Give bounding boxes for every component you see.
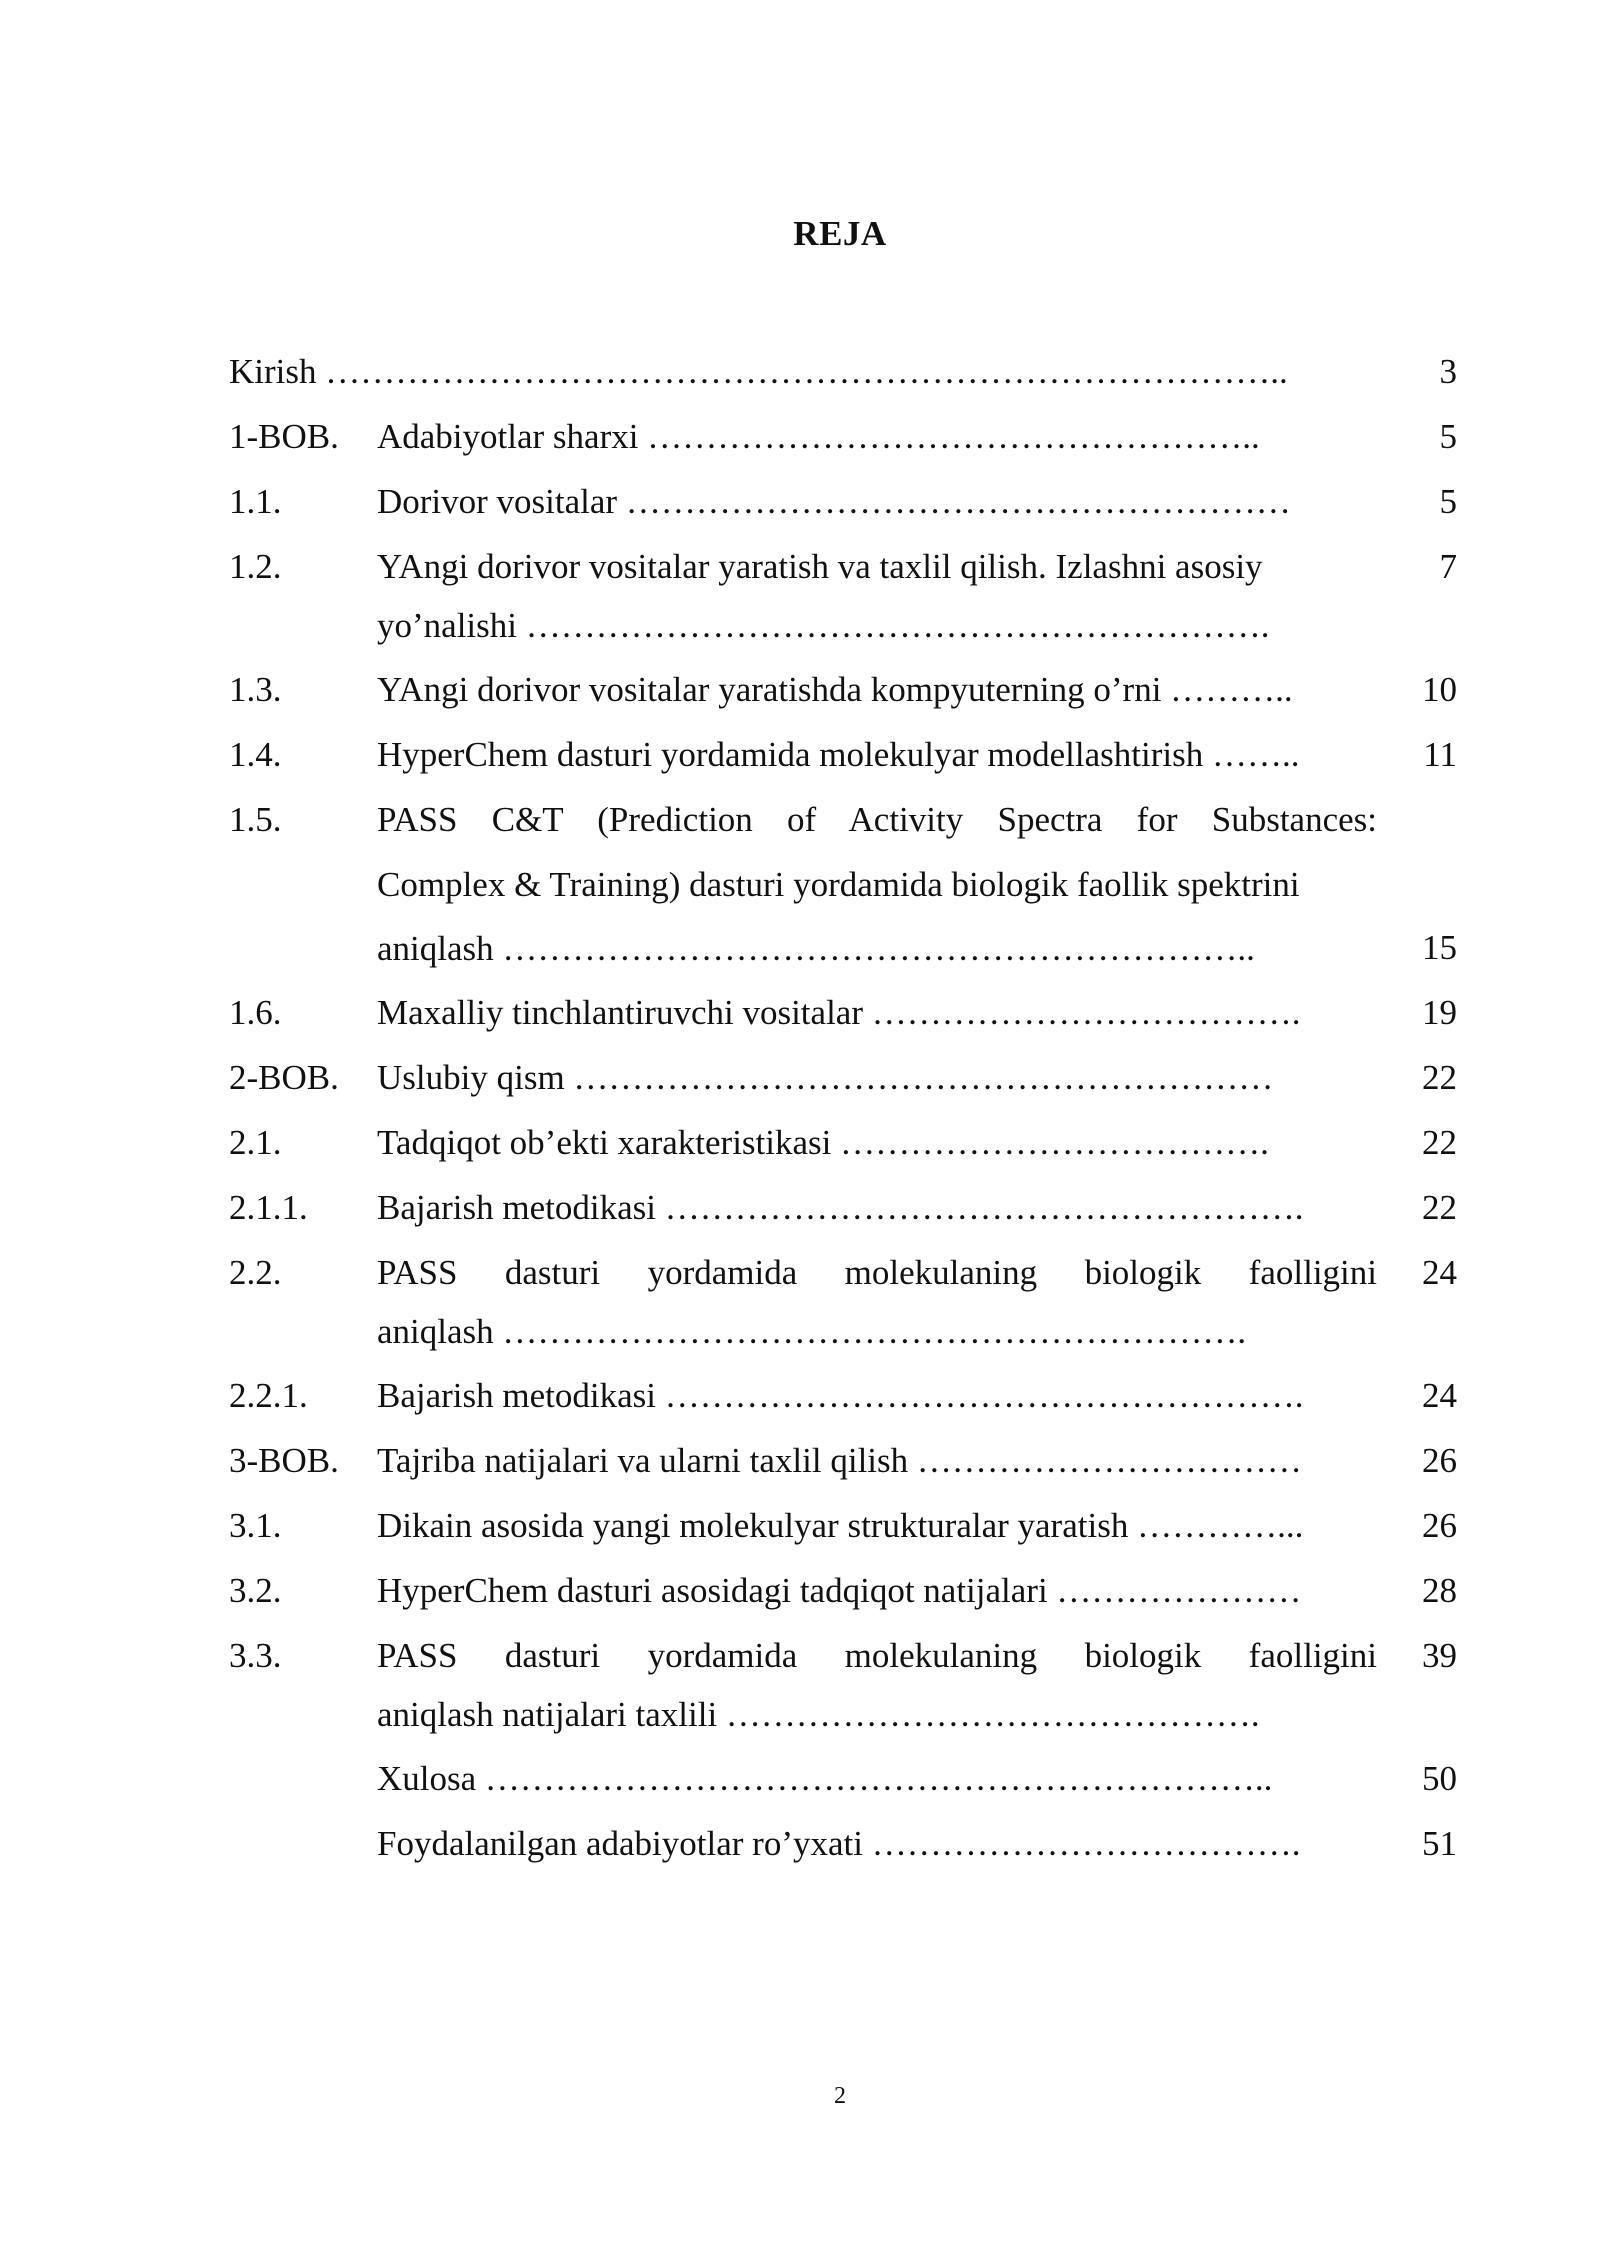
toc-entry-page: 51: [1422, 1824, 1457, 1863]
toc-entry-number: 2.2.: [229, 1253, 282, 1292]
toc-entry-text: Foydalanilgan adabiyotlar ro’yxati ……………………………….: [377, 1824, 1301, 1863]
table-of-contents: [229, 339, 1457, 1876]
toc-entry-number: 2.1.: [229, 1123, 282, 1162]
toc-entry-2-1-1: [229, 1175, 1457, 1240]
toc-entry-text: Uslubiy qism ……………………………………………………: [377, 1058, 1274, 1097]
toc-entry-page: [1397, 787, 1457, 980]
toc-entry-text: Maxalliy tinchlantiruvchi vositalar ……………………………….: [377, 993, 1301, 1032]
toc-entry-text: Bajarish metodikasi ……………………………………………….: [377, 1376, 1304, 1415]
toc-entry-text-continued: aniqlash natijalari taxlili ……………………………………….: [377, 1695, 1260, 1734]
toc-entry-text: HyperChem dasturi asosidagi tadqiqot natijalari …………………: [377, 1571, 1302, 1610]
toc-entry-text: PASS dasturi yordamida molekulaning biologik faolligini: [377, 1636, 1377, 1675]
toc-entry-page: 22: [1422, 1123, 1457, 1162]
toc-entry-1-bob: [229, 404, 1457, 469]
toc-entry-number: 2.2.1.: [229, 1376, 308, 1415]
toc-entry-number: 1.5.: [229, 800, 282, 839]
toc-entry-text-continued: aniqlash ……………………………………………………….: [377, 1312, 1247, 1351]
toc-entry-adabiyotlar: [229, 1811, 1457, 1876]
toc-entry-text: PASS C&T (Prediction of Activity Spectra for Substances:: [377, 800, 1377, 839]
toc-entry-number: 1.4.: [229, 735, 282, 774]
toc-entry-3-3: [229, 1623, 1457, 1746]
toc-entry-xulosa: [229, 1746, 1457, 1811]
toc-entry-text: Dikain asosida yangi molekulyar strukturalar yaratish …………...: [377, 1506, 1304, 1545]
toc-entry-1-5: [229, 787, 1457, 980]
toc-entry-2-2: [229, 1240, 1457, 1363]
toc-entry-1-1: [229, 469, 1457, 534]
toc-entry-page: 50: [1422, 1759, 1457, 1798]
toc-entry-number: [229, 1811, 377, 1876]
toc-entry-number: 1.3.: [229, 670, 282, 709]
toc-entry-page: 22: [1422, 1188, 1457, 1227]
toc-entry-1-6: [229, 980, 1457, 1045]
toc-entry-page: 19: [1422, 993, 1457, 1032]
toc-entry-number: 3.1.: [229, 1506, 282, 1545]
toc-entry-number: [229, 1746, 377, 1811]
toc-entry-number: 3.3.: [229, 1636, 282, 1675]
toc-entry-page: 10: [1422, 670, 1457, 709]
toc-entry-text: Dorivor vositalar …………………………………………………: [377, 482, 1291, 521]
toc-entry-number: 3-BOB.: [229, 1441, 339, 1480]
toc-entry-3-2: [229, 1558, 1457, 1623]
toc-entry-page: 28: [1422, 1571, 1457, 1610]
toc-entry-text: Tadqiqot ob’ekti xarakteristikasi ……………………………….: [377, 1123, 1269, 1162]
toc-entry-page: 39: [1422, 1636, 1457, 1675]
toc-entry-text-wrap: [377, 534, 1397, 657]
toc-entry-text: Adabiyotlar sharxi ……………………………………………..: [377, 417, 1260, 456]
page-number: 2: [834, 2083, 846, 2109]
toc-entry-text-wrap: [377, 787, 1397, 980]
toc-entry-page: 3: [1439, 352, 1457, 391]
toc-entry-number: 1.6.: [229, 993, 282, 1032]
toc-entry-1-4: [229, 722, 1457, 787]
toc-entry-number: 2-BOB.: [229, 1058, 339, 1097]
toc-entry-1-2: [229, 534, 1457, 657]
toc-entry-3-1: [229, 1493, 1457, 1558]
toc-entry-page: 22: [1422, 1058, 1457, 1097]
toc-entry-page: 26: [1422, 1441, 1457, 1480]
toc-entry-text: Tajriba natijalari va ularni taxlil qilish ……………………………: [377, 1441, 1302, 1480]
toc-entry-text: Bajarish metodikasi ……………………………………………….: [377, 1188, 1304, 1227]
toc-entry-text: YAngi dorivor vositalar yaratishda kompyuterning o’rni ………..: [377, 670, 1293, 709]
toc-entry-page: 26: [1422, 1506, 1457, 1545]
toc-entry-number: 2.1.1.: [229, 1188, 308, 1227]
toc-entry-kirish: [229, 339, 1457, 404]
toc-entry-number: 1-BOB.: [229, 417, 339, 456]
toc-entry-page: 7: [1439, 547, 1457, 586]
toc-entry-text: Kirish ………………………………………………………………………..: [229, 352, 1288, 391]
toc-entry-3-bob: [229, 1428, 1457, 1493]
toc-entry-2-2-1: [229, 1363, 1457, 1428]
toc-entry-text-continued: yo’nalishi ……………………………………………………….: [377, 606, 1270, 645]
toc-entry-number: 3.2.: [229, 1571, 282, 1610]
toc-entry-text: YAngi dorivor vositalar yaratish va taxlil qilish. Izlashni asosiy: [377, 547, 1263, 586]
toc-entry-page: 5: [1439, 482, 1457, 521]
toc-entry-2-1: [229, 1110, 1457, 1175]
toc-entry-page: 24: [1422, 1376, 1457, 1415]
toc-entry-page: 5: [1439, 417, 1457, 456]
toc-entry-text: PASS dasturi yordamida molekulaning biologik faolligini: [377, 1253, 1377, 1292]
toc-entry-text-wrap: [377, 1240, 1397, 1363]
toc-entry-page: 24: [1422, 1253, 1457, 1292]
toc-entry-text: Xulosa …………………………………………………………..: [377, 1759, 1273, 1798]
toc-entry-text: HyperChem dasturi yordamida molekulyar modellashtirish ……..: [377, 735, 1300, 774]
toc-entry-number: 1.2.: [229, 547, 282, 586]
page-title: REJA: [793, 214, 887, 253]
toc-entry-page: 11: [1423, 735, 1457, 774]
toc-entry-page-number: 15: [1422, 928, 1457, 967]
toc-entry-text-wrap: [377, 1623, 1397, 1746]
toc-entry-text-continued: aniqlash ………………………………………………………..: [377, 929, 1255, 968]
toc-entry-text-continued: Complex & Training) dasturi yordamida biologik faollik spektrini: [377, 865, 1300, 904]
toc-entry-number: 1.1.: [229, 482, 282, 521]
toc-entry-1-3: [229, 657, 1457, 722]
toc-entry-2-bob: [229, 1045, 1457, 1110]
